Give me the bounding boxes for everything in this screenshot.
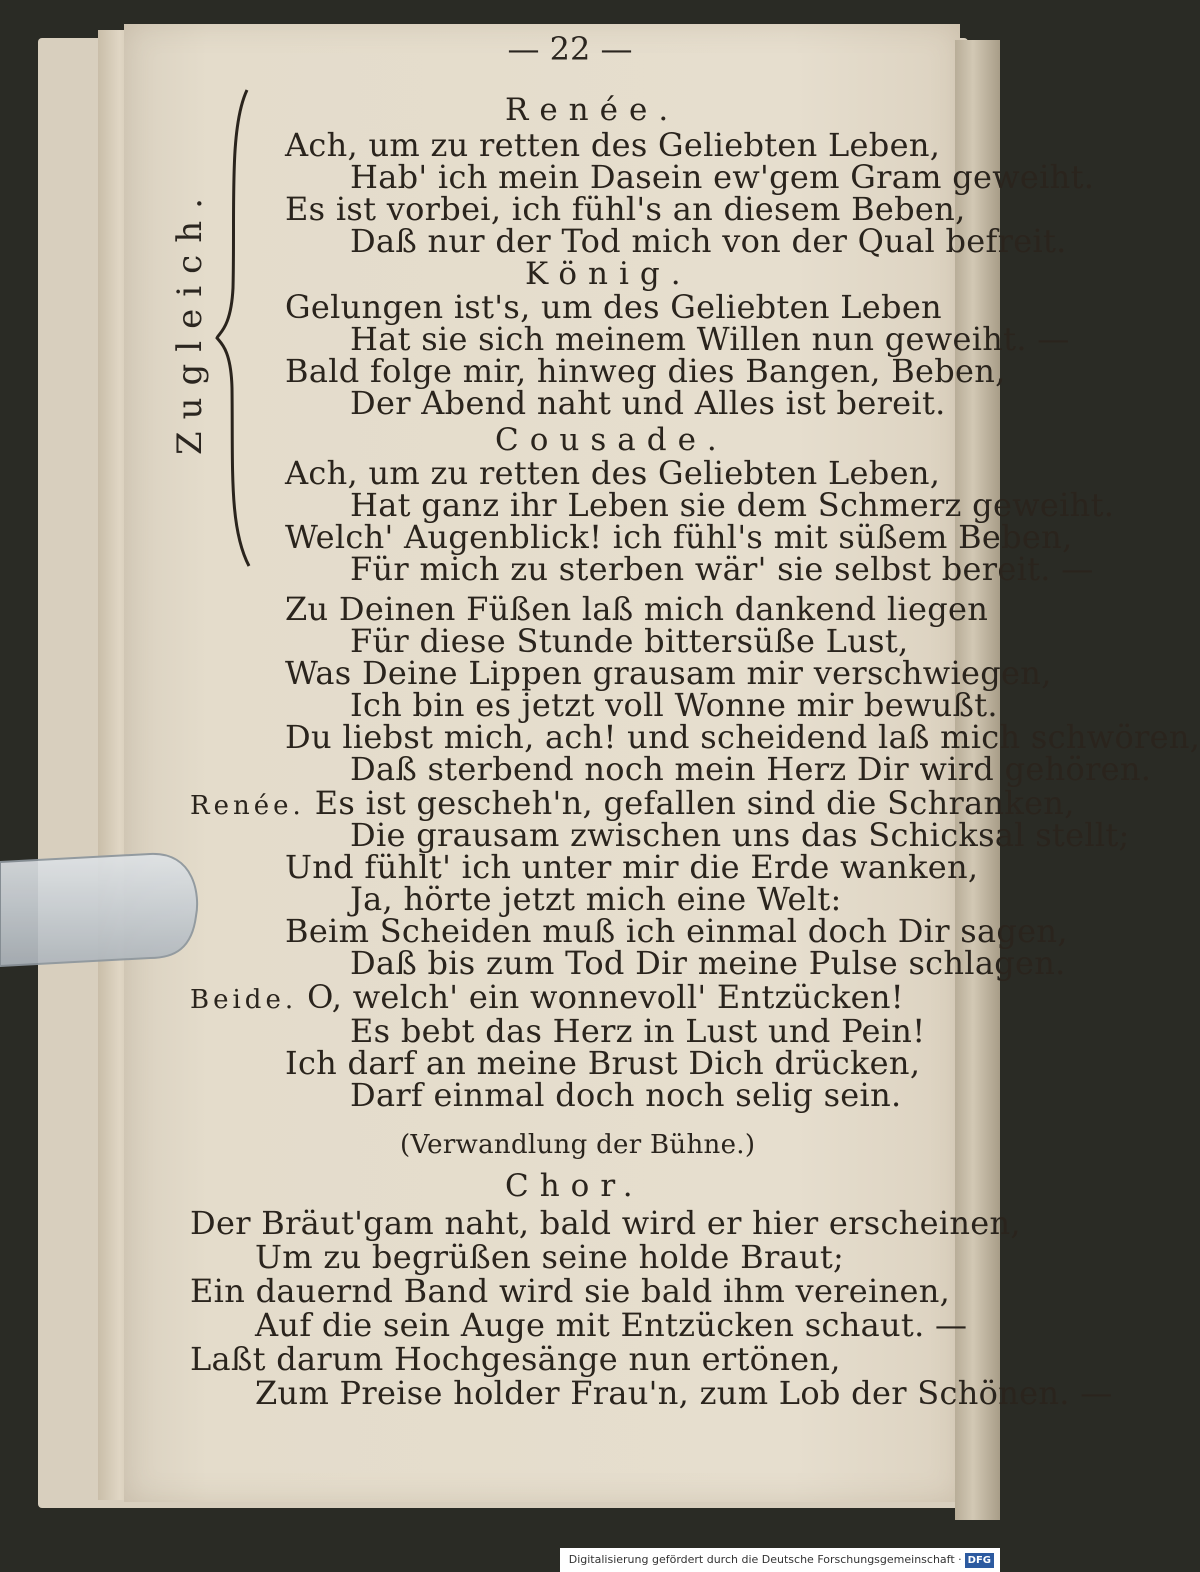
verse-line: Ja, hörte jetzt mich eine Welt:: [350, 880, 842, 918]
verse-line: Was Deine Lippen grausam mir verschwiegen,: [285, 654, 1052, 692]
verse-line: Auf die sein Auge mit Entzücken schaut. —: [255, 1306, 968, 1344]
stage-direction: (Verwandlung der Bühne.): [400, 1130, 756, 1160]
page-number: — 22 —: [507, 30, 633, 68]
speaker-name: König.: [525, 256, 692, 292]
verse-line: Die grausam zwischen uns das Schicksal stellt;: [350, 816, 1130, 854]
side-label-text: Zugleich.: [170, 186, 210, 455]
speaker-name: Cousade.: [495, 422, 728, 458]
side-label: [170, 186, 250, 455]
verse-line: Gelungen ist's, um des Geliebten Leben: [285, 288, 942, 326]
verse-line: Ach, um zu retten des Geliebten Leben,: [285, 126, 941, 164]
verse-text: Es ist gescheh'n, gefallen sind die Schranken,: [314, 784, 1075, 822]
dfg-logo: DFG: [965, 1553, 994, 1568]
verse-line: Für diese Stunde bittersüße Lust,: [350, 622, 909, 660]
verse-line: Daß bis zum Tod Dir meine Pulse schlagen.: [350, 944, 1066, 982]
verse-line: Daß sterbend noch mein Herz Dir wird gehören.: [350, 750, 1152, 788]
verse-line: Um zu begrüßen seine holde Braut;: [255, 1238, 845, 1276]
bookmark-tab: [0, 836, 200, 974]
verse-line: Ein dauernd Band wird sie bald ihm vereinen,: [190, 1272, 951, 1310]
verse-line: Für mich zu sterben wär' sie selbst bereit. —: [350, 550, 1094, 588]
verse-line: Darf einmal doch noch selig sein.: [350, 1076, 902, 1114]
verse-line: Es ist vorbei, ich fühl's an diesem Beben,: [285, 190, 966, 228]
verse-line: Hat ganz ihr Leben sie dem Schmerz geweiht.: [350, 486, 1115, 524]
verse-line: Du liebst mich, ach! und scheidend laß mich schwören,: [285, 718, 1200, 756]
verse-line: Zum Preise holder Frau'n, zum Lob der Schönen. —: [255, 1374, 1113, 1412]
speaker-name: Chor.: [505, 1168, 644, 1204]
inline-speaker-name: Beide.: [190, 985, 298, 1015]
verse-line: Und fühlt' ich unter mir die Erde wanken,: [285, 848, 979, 886]
verse-line: Es bebt das Herz in Lust und Pein!: [350, 1012, 926, 1050]
verse-line: Bald folge mir, hinweg dies Bangen, Beben,: [285, 352, 1006, 390]
verse-line: Welch' Augenblick! ich fühl's mit süßem Beben,: [285, 518, 1073, 556]
verse-line: Beim Scheiden muß ich einmal doch Dir sagen,: [285, 912, 1068, 950]
verse-line: Hat sie sich meinem Willen nun geweiht. —: [350, 320, 1070, 358]
verse-text: O, welch' ein wonnevoll' Entzücken!: [307, 978, 904, 1016]
verse-line: Ich bin es jetzt voll Wonne mir bewußt.: [350, 686, 998, 724]
verse-line: Ach, um zu retten des Geliebten Leben,: [285, 454, 941, 492]
verse-line: Der Abend naht und Alles ist bereit.: [350, 384, 946, 422]
verse-line: Der Bräut'gam naht, bald wird er hier erscheinen,: [190, 1204, 1021, 1242]
verse-line: Ich darf an meine Brust Dich drücken,: [285, 1044, 921, 1082]
speaker-name: Renée.: [505, 92, 680, 128]
footer-text: Digitalisierung gefördert durch die Deutsche Forschungsgemeinschaft ·: [568, 1553, 962, 1566]
footer-credit: [560, 1548, 1000, 1572]
inline-speaker-name: Renée.: [190, 791, 305, 821]
verse-line: Laßt darum Hochgesänge nun ertönen,: [190, 1340, 841, 1378]
verse-line: Daß nur der Tod mich von der Qual befreit.: [350, 222, 1067, 260]
verse-line: Hab' ich mein Dasein ew'gem Gram geweiht.: [350, 158, 1095, 196]
verse-line: Zu Deinen Füßen laß mich dankend liegen: [285, 590, 989, 628]
